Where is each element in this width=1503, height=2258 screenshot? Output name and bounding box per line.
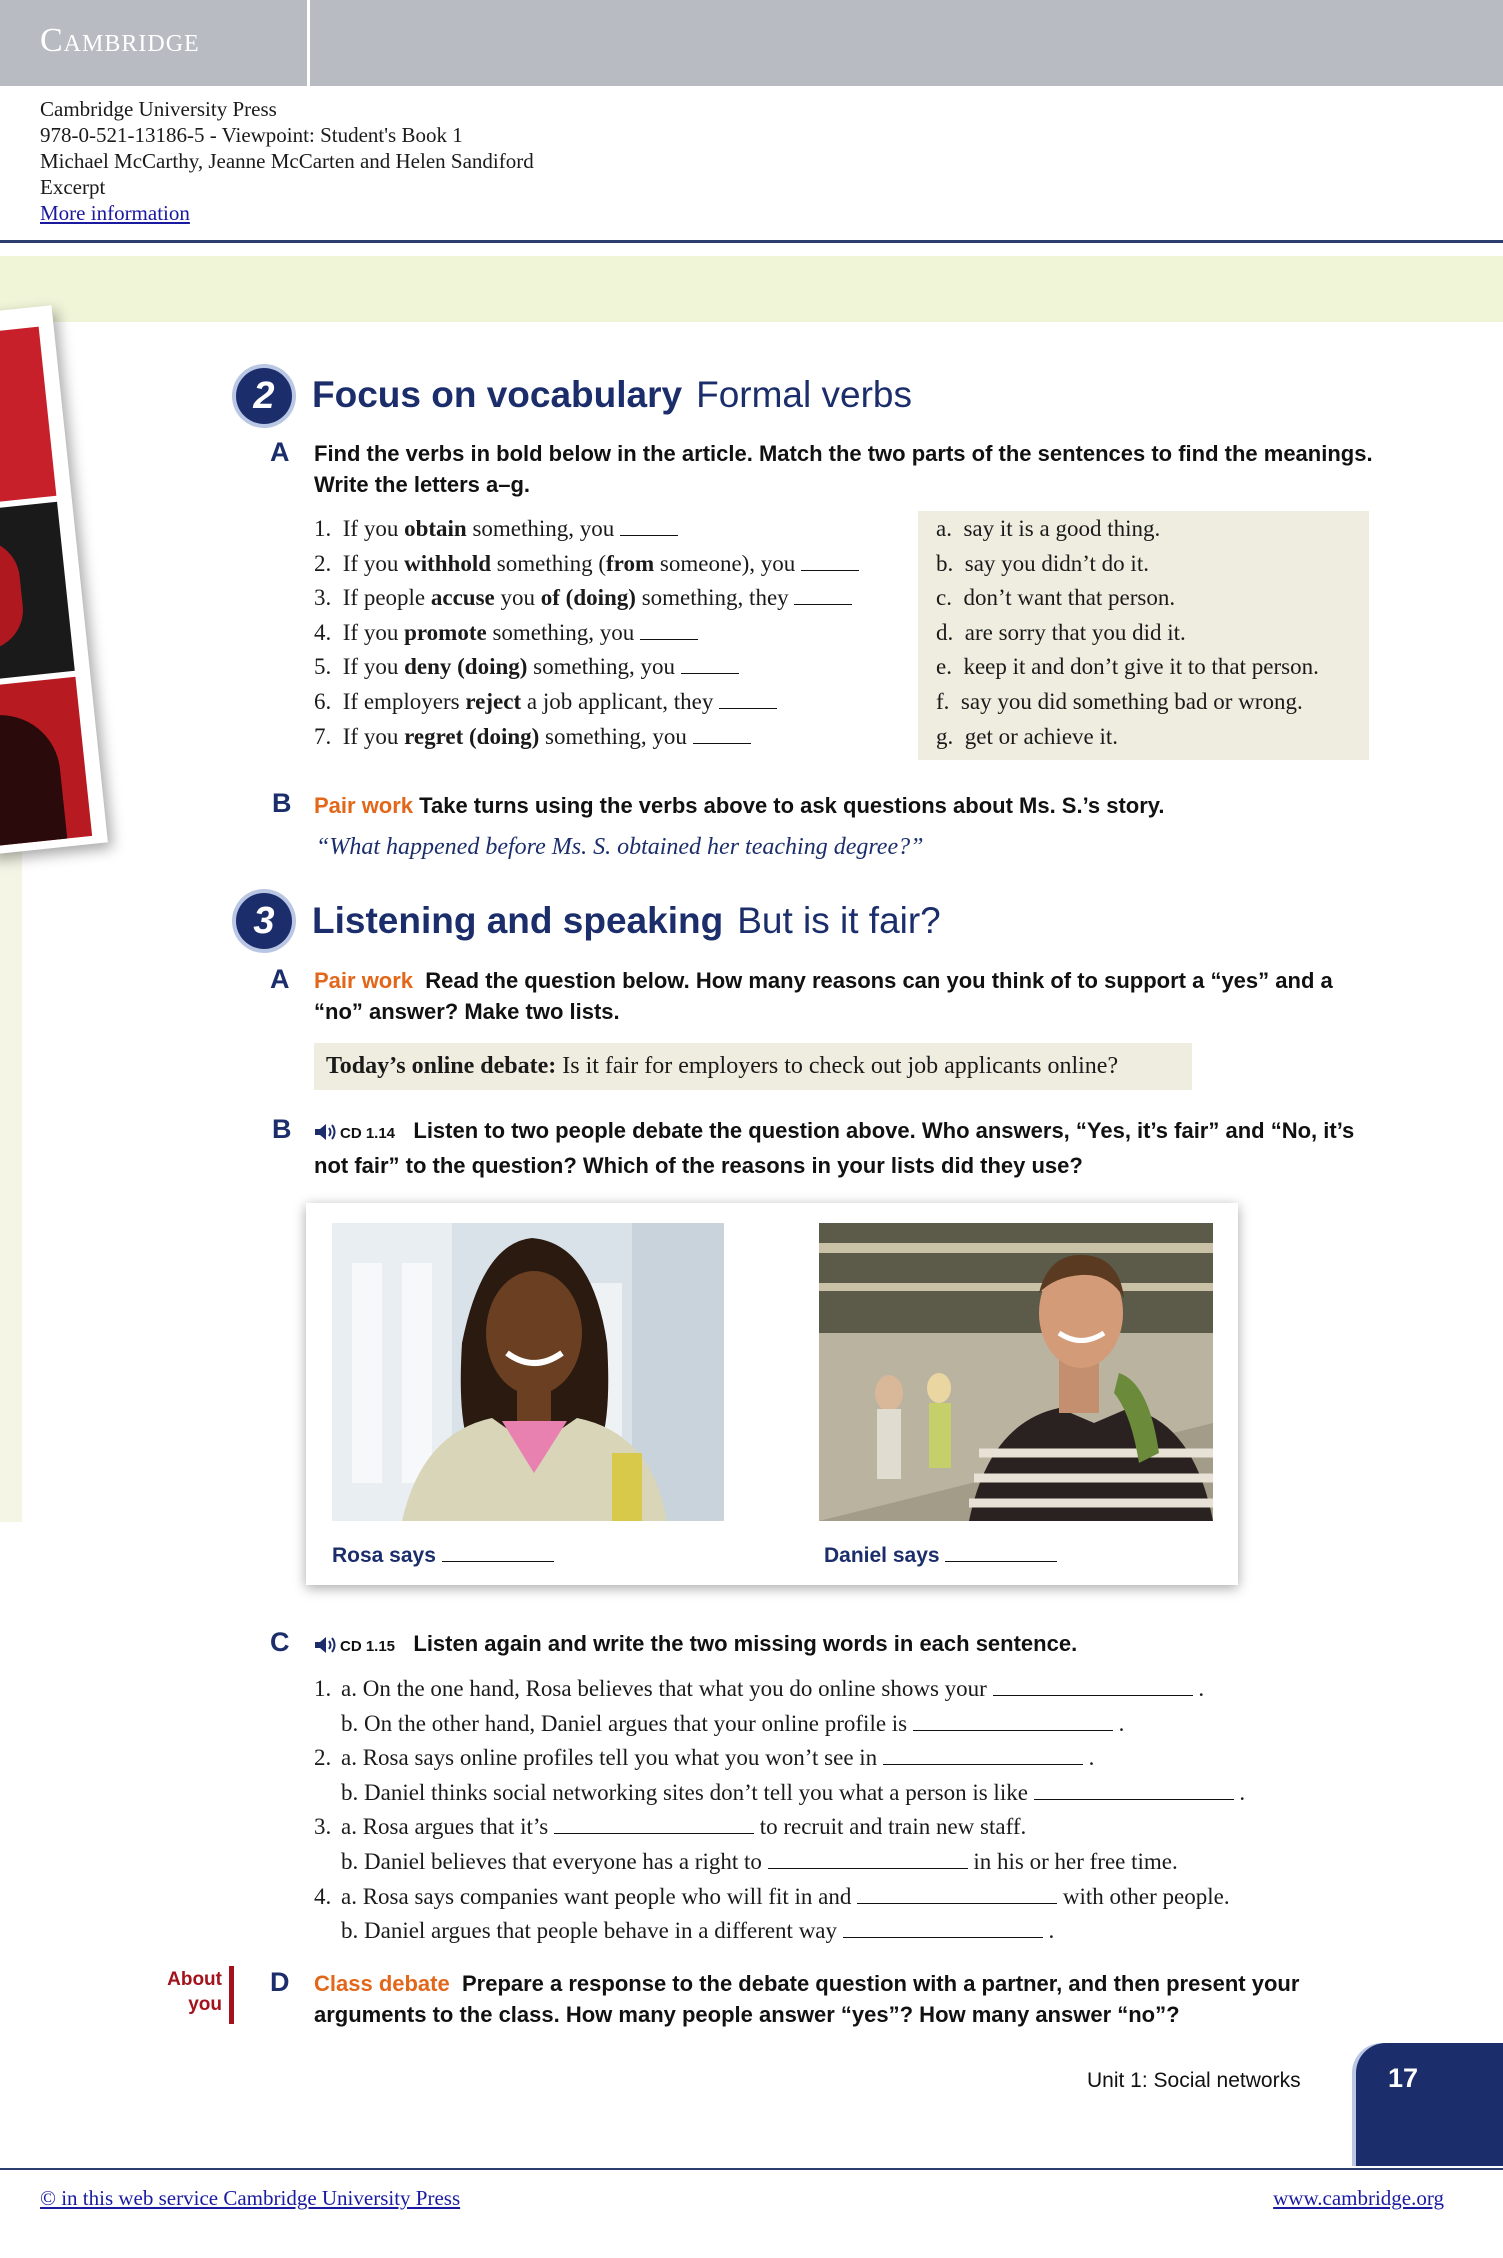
top-color-band — [0, 256, 1503, 322]
answer-blank[interactable] — [640, 621, 698, 640]
publisher-line: Cambridge University Press — [40, 97, 277, 121]
page-number: 17 — [1388, 2063, 1419, 2093]
part-b-instruction-line: Pair work Take turns using the verbs above to ask questions about Ms. S.’s story. — [314, 793, 1165, 818]
answer-blank[interactable] — [554, 1815, 754, 1834]
section-3-badge: 3 — [236, 893, 292, 949]
vocab-item: 4. If you promote something, you — [314, 616, 904, 651]
about-you-bar — [229, 1966, 234, 2024]
answer-blank[interactable] — [768, 1850, 968, 1869]
part-3d-letter: D — [270, 1967, 290, 1997]
cambridge-logo — [0, 0, 310, 86]
isbn-title-line: 978-0-521-13186-5 - Viewpoint: Student's Book 1 — [40, 123, 463, 147]
meaning-item: e. keep it and don’t give it to that person. — [936, 654, 1319, 680]
rosa-caption: Rosa says — [332, 1544, 554, 1568]
answer-blank[interactable] — [693, 725, 751, 744]
about-you-label: About you — [167, 1969, 222, 2015]
part-3c-instruction: CD 1.15 Listen again and write the two missing words in each sentence. — [314, 1628, 1384, 1663]
debate-question-box — [314, 1043, 1192, 1090]
sentence-item: b. Daniel thinks social networking sites don’t tell you what a person is like . — [341, 1779, 1246, 1805]
more-information-link[interactable]: More information — [40, 201, 190, 225]
part-b-letter: B — [272, 788, 292, 818]
class-debate-label: Class debate — [314, 1971, 450, 1996]
section-2-title — [312, 374, 912, 416]
answer-blank[interactable] — [681, 655, 739, 674]
vocab-item: 2. If you withhold something (from someone), you — [314, 547, 904, 582]
rosa-answer-blank[interactable] — [442, 1545, 554, 1562]
daniel-photo — [819, 1223, 1213, 1521]
vocab-item: 6. If employers reject a job applicant, they — [314, 685, 904, 720]
website-link[interactable]: www.cambridge.org — [1273, 2186, 1444, 2210]
vocab-items-list — [314, 512, 904, 754]
answer-blank[interactable] — [857, 1885, 1057, 1904]
sentence-item: 3. a. Rosa argues that it’s to recruit and train new staff. — [314, 1814, 1027, 1840]
logo-text: Cambridge — [40, 22, 200, 59]
part-3b-instruction: CD 1.14 Listen to two people debate the question above. Who answers, “Yes, it’s fair” and “No, it’s not fair” to the question? Which of the reasons in your lists did they use? — [314, 1118, 1355, 1178]
meaning-item: b. say you didn’t do it. — [936, 550, 1149, 576]
unit-label: Unit 1: Social networks — [1087, 2069, 1301, 2092]
photo-card — [306, 1203, 1238, 1585]
copyright-link[interactable]: © in this web service Cambridge University Press — [40, 2186, 461, 2210]
answer-blank[interactable] — [1034, 1781, 1234, 1800]
part-3c-letter: C — [270, 1627, 290, 1657]
daniel-caption: Daniel says — [824, 1544, 1057, 1568]
meaning-item: d. are sorry that you did it. — [936, 619, 1186, 645]
footer-divider — [0, 2168, 1503, 2170]
meaning-item: g. get or achieve it. — [936, 723, 1119, 749]
sentence-item: b. Daniel argues that people behave in a different way . — [341, 1918, 1055, 1944]
top-header-bar — [0, 0, 1503, 86]
rosa-photo — [332, 1223, 724, 1521]
header-divider — [0, 240, 1503, 243]
debate-question: Is it fair for employers to check out job applicants online? — [562, 1053, 1119, 1079]
debate-label: Today’s online debate: — [326, 1053, 557, 1079]
part-a-letter: A — [270, 437, 290, 467]
meaning-item: f. say you did something bad or wrong. — [936, 688, 1303, 714]
sentence-item: 4. a. Rosa says companies want people who will fit in and with other people. — [314, 1883, 1230, 1909]
audio-icon[interactable] — [314, 1119, 340, 1150]
answer-blank[interactable] — [801, 552, 859, 571]
part-3a-letter: A — [270, 964, 290, 994]
answer-blank[interactable] — [719, 690, 777, 709]
part-3d-instruction: Class debate Prepare a response to the debate question with a partner, and then present your arguments to the class. How many people answer “yes”? How many answer “no”? — [314, 1971, 1300, 2027]
part-a-instruction: Find the verbs in bold below in the article. Match the two parts of the sentences to find the meanings. Write the letters a–g. — [314, 441, 1373, 497]
vocab-item: 7. If you regret (doing) something, you — [314, 720, 904, 755]
answer-blank[interactable] — [843, 1919, 1043, 1938]
audio-icon[interactable] — [314, 1632, 340, 1663]
listening-sentences — [314, 1672, 1384, 1949]
pair-work-label: Pair work — [314, 793, 414, 818]
vocab-item: 5. If you deny (doing) something, you — [314, 650, 904, 685]
article-photo-edge — [0, 305, 108, 855]
meanings-list — [936, 512, 1366, 754]
section-2-title-bold: Focus on vocabulary — [312, 374, 683, 415]
page-number-tab — [1356, 2043, 1503, 2166]
cd-track-label: CD 1.14 — [340, 1125, 396, 1142]
answer-blank[interactable] — [913, 1712, 1113, 1731]
sentence-item: b. Daniel believes that everyone has a right to in his or her free time. — [341, 1848, 1178, 1874]
answer-blank[interactable] — [794, 586, 852, 605]
part-3b-letter: B — [272, 1114, 292, 1144]
vocab-item: 1. If you obtain something, you — [314, 512, 904, 547]
sentence-item: 1. a. On the one hand, Rosa believes that what you do online shows your . — [314, 1676, 1205, 1701]
answer-blank[interactable] — [620, 517, 678, 536]
answer-blank[interactable] — [993, 1677, 1193, 1696]
part-3a-instruction: Pair work Read the question below. How many reasons can you think of to support a “yes” and a “no” answer? Make two lists. — [314, 968, 1333, 1024]
example-question: “What happened before Ms. S. obtained her teaching degree?” — [316, 834, 924, 860]
section-3-title: Listening and speaking But is it fair? — [312, 900, 941, 941]
sentence-item: b. On the other hand, Daniel argues that your online profile is . — [341, 1710, 1125, 1736]
answer-blank[interactable] — [883, 1746, 1083, 1765]
authors-line: Michael McCarthy, Jeanne McCarten and Helen Sandiford — [40, 149, 534, 173]
vocab-item: 3. If people accuse you of (doing) something, they — [314, 581, 904, 616]
section-2-badge: 2 — [236, 368, 292, 424]
meaning-item: c. don’t want that person. — [936, 585, 1176, 611]
sentence-item: 2. a. Rosa says online profiles tell you what you won’t see in . — [314, 1745, 1095, 1771]
excerpt-line: Excerpt — [40, 175, 106, 199]
meaning-item: a. say it is a good thing. — [936, 516, 1161, 541]
section-2-title-sub: Formal verbs — [696, 374, 912, 415]
daniel-answer-blank[interactable] — [945, 1545, 1057, 1562]
